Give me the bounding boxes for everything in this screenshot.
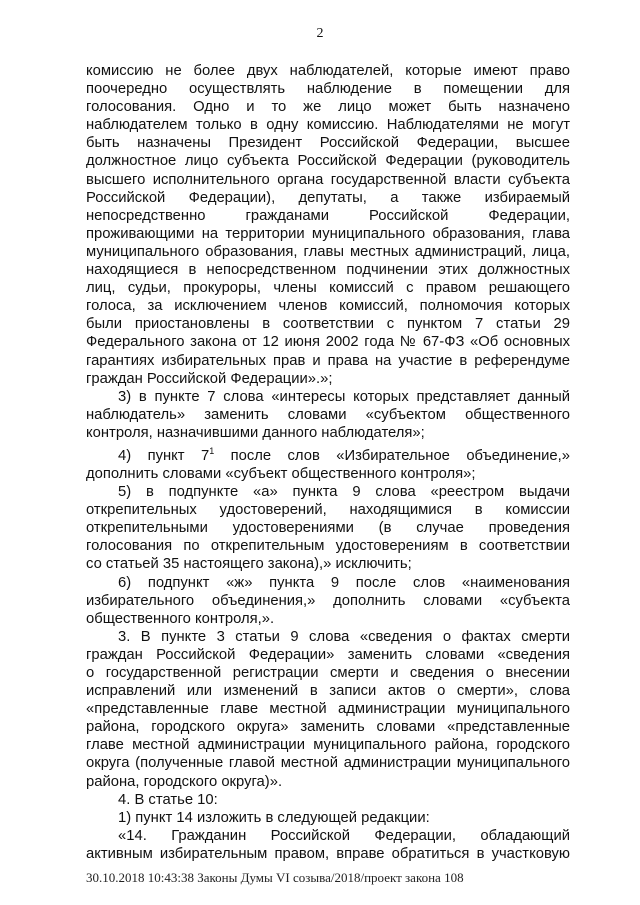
text-line: высшего исполнительного органа государственной власти субъекта <box>86 171 570 188</box>
paragraph <box>86 62 570 388</box>
text-line: главе местной администрации муниципального района, городского <box>86 737 570 754</box>
page-number: 2 <box>316 26 324 41</box>
text-line: района, городского округа)». <box>86 773 283 790</box>
text-line: граждан Российской Федерации» заменить словами «сведения <box>86 646 570 663</box>
text-line: проживающими на территории муниципального образования, глава <box>86 225 570 242</box>
paragraph <box>86 442 570 483</box>
text-line: муниципального образования, главы местных администраций, лица, <box>86 243 570 260</box>
paragraph <box>86 483 570 573</box>
paragraph <box>86 809 570 827</box>
paragraph <box>86 791 570 809</box>
document-body <box>86 62 570 863</box>
text-line: гарантиях избирательных прав и права на участие в референдуме <box>86 352 570 369</box>
text-line: 6) подпункт «ж» пункта 9 после слов «наименования <box>118 574 570 591</box>
paragraph <box>86 388 570 442</box>
text-line: дополнить словами «субъект общественного контроля»; <box>86 465 476 482</box>
text-line: наблюдателем только в одну комиссию. Наблюдателями не могут <box>86 117 570 134</box>
text-line: 5) в подпункте «а» пункта 9 слова «реестром выдачи <box>118 484 570 501</box>
text-line: непосредственно гражданами Российской Федерации, <box>86 207 570 224</box>
paragraph <box>86 574 570 628</box>
text-line: наблюдатель» заменить словами «субъектом общественного <box>86 406 570 423</box>
text-line: Российской Федерации), депутаты, а также избираемый <box>86 189 570 206</box>
text-line: голосования. Одно и то же лицо может быть назначено <box>86 99 570 116</box>
text-line: граждан Российской Федерации».»; <box>86 370 333 387</box>
text-line: поочередно осуществлять наблюдение в помещении для <box>86 81 570 98</box>
text-line: округа (полученные главой местной администрации муниципального <box>86 755 570 772</box>
text-line: исправлений или изменений в записи актов о смерти», слова <box>86 683 570 700</box>
text-line: открепительными удостоверениями (в случае проведения <box>86 520 570 537</box>
text-line: 4) пункт $7^1$ после слов «Избирательное объединение,» <box>118 445 570 464</box>
text-line: лиц, судьи, прокуроры, члены комиссий с правом решающего <box>86 280 570 297</box>
document-footer: 30.10.2018 10:43:38 Законы Думы VI созыва/2018/проект закона 108 <box>86 870 464 885</box>
text-line: должностное лицо субъекта Российской Федерации (руководитель <box>86 153 570 170</box>
text-line: контроля, назначившими данного наблюдателя»; <box>86 424 425 441</box>
text-line: Федерального закона от 12 июня 2002 года № 67-ФЗ «Об основных <box>86 334 570 351</box>
text-line: были приостановлены в соответствии с пунктом 7 статьи 29 <box>86 316 570 333</box>
text-line: 4. В статье 10: <box>118 791 218 808</box>
text-line: 3. В пункте 3 статьи 9 слова «сведения о фактах смерти <box>118 628 570 645</box>
text-line: открепительных удостоверений, находящимися в комиссии <box>86 502 570 519</box>
text-line: общественного контроля,». <box>86 610 275 627</box>
text-line: избирательного объединения,» дополнить словами «субъекта <box>86 592 570 609</box>
text-line: 3) в пункте 7 слова «интересы которых представляет данный <box>118 388 570 405</box>
text-line: находящиеся в непосредственном подчинении этих должностных <box>86 262 570 279</box>
paragraph <box>86 827 570 863</box>
text-line: со статьей 35 настоящего закона),» исключить; <box>86 556 412 573</box>
paragraph <box>86 628 570 791</box>
text-line: о государственной регистрации смерти и сведения о внесении <box>86 665 570 682</box>
text-line: комиссию не более двух наблюдателей, которые имеют право <box>86 63 570 79</box>
text-line: «представленные главе местной администрации муниципального <box>86 701 570 718</box>
text-line: района, городского округа» заменить словами «представленные <box>86 719 570 736</box>
text-line: быть назначены Президент Российской Федерации, высшее <box>86 135 570 152</box>
text-line: голоса, за исключением членов комиссий, полномочия которых <box>86 298 570 315</box>
text-line: активным избирательным правом, вправе обратиться в участковую <box>86 845 570 862</box>
text-line: «14. Гражданин Российской Федерации, обладающий <box>118 827 570 844</box>
text-line: 1) пункт 14 изложить в следующей редакции: <box>118 809 430 826</box>
text-line: голосования по открепительным удостоверениям в соответствии <box>86 538 570 555</box>
